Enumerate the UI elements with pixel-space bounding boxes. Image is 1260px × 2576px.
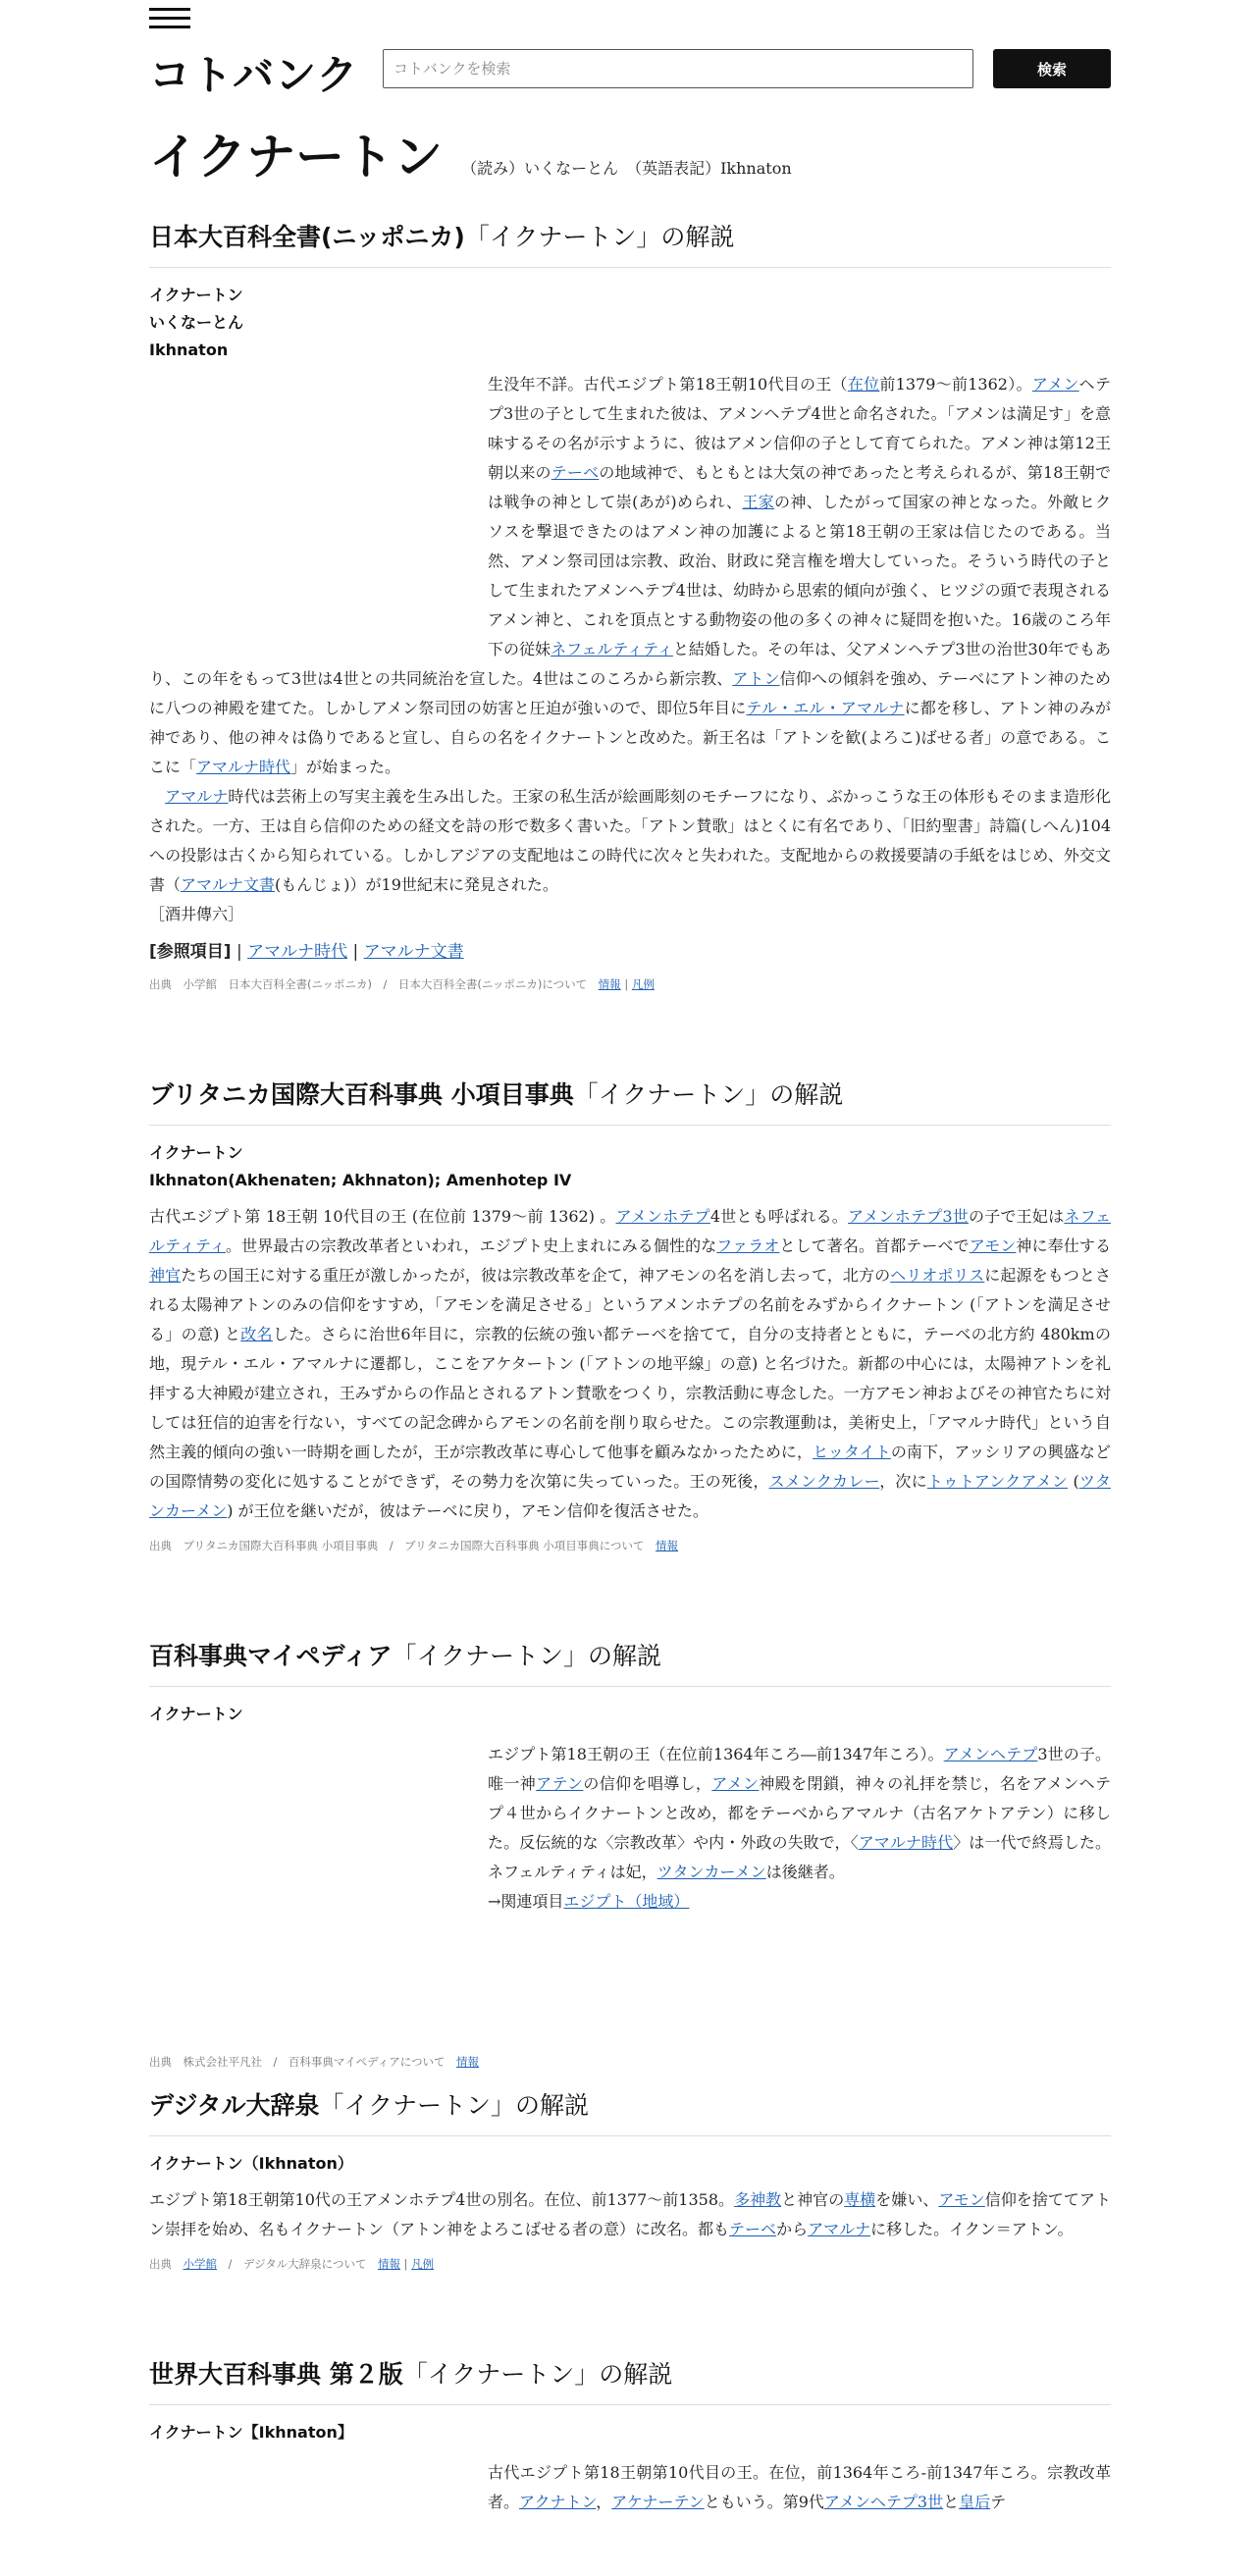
link-amen[interactable]: アメン bbox=[1031, 375, 1079, 394]
entry-body: 古代エジプト第 18王朝 10代目の王 (在位前 1379～前 1362) 。アメンホテプ4世とも呼ばれる。アメンホテプ3世の子で王妃はネフェルティティ。世界最古の宗教改革者といわれ，エジプト史上まれにみる個性的なファラオとして著名。首都テーベでアモン神に奉仕する神官たちの国王に対する重圧が激しかったが，彼は宗教改革を企て，神アモンの名を消し去って，北方のヘリオポリスに起源をもつとされる太陽神アトンのみの信仰をすすめ，「アモンを満足させる」というアメンホテプの名前をみずからイクナートン (「アトンを満足させる」の意) と改名した。さらに治世6年目に，宗教的伝統の強い都テーベを捨てて，自分の支持者とともに，テーベの北方約 480kmの地，現テル・エル・アマルナに遷都し，ここをアケタートン (「アトンの地平線」の意) と名づけた。新都の中心には，太陽神アトンを礼拝する大神殿が建立され，王みずからの作品とされるアトン賛歌をつくり，宗教活動に専念した。一方アモン神およびその神官たちに対しては狂信的迫害を行ない，すべての記念碑からアモンの名前を削り取らせた。この宗教運動は，美術史上，「アマルナ時代」という自然主義的傾向の強い一時期を画したが，王が宗教改革に専心して他事を顧みなかったために，ヒッタイトの南下，アッシリアの興盛などの国際情勢の変化に処することができず，その勢力を次第に失っていった。王の死後，スメンクカレー，次にトゥトアンクアメン (ツタンカーメン) が王位を継いだが，彼はテーベに戻り，アモン信仰を復活させた。 bbox=[149, 1207, 1111, 1520]
entry-reading: いくなーとん bbox=[149, 313, 244, 332]
source-info-link[interactable]: 情報 bbox=[377, 2257, 400, 2271]
entry-english: Ikhnaton bbox=[149, 341, 229, 359]
link-amenhotep-3[interactable]: アメンヘテプ3世 bbox=[823, 2493, 944, 2511]
menu-icon[interactable] bbox=[149, 8, 190, 29]
link-aten[interactable]: アテン bbox=[536, 1774, 584, 1793]
entry-body: エジプト第18王朝第10代の王アメンホテプ4世の別名。在位、前1377～前1358。多神教と神官の専横を嫌い、アモン信仰を捨ててアトン崇拝を始め、名もイクナートン（アトン神をよろこばせる者の意）に改名。都もテーベからアマルナに移した。イクン＝アトン。 bbox=[149, 2190, 1111, 2238]
entry-title: イクナートン bbox=[149, 1143, 243, 1162]
entry-title: イクナートン（Ikhnaton） bbox=[149, 2154, 353, 2173]
link-amarna-period[interactable]: アマルナ時代 bbox=[196, 758, 291, 776]
title-row bbox=[149, 118, 792, 188]
section-mypedia bbox=[149, 1637, 1111, 2070]
title-reading: （読み）いくなーとん （英語表記）Ikhnaton bbox=[461, 159, 792, 178]
link-amarna-letters[interactable]: アマルナ文書 bbox=[181, 875, 276, 894]
author-signature: ［酒井傳六］ bbox=[149, 905, 244, 923]
section-heading: ブリタニカ国際大百科事典 小項目事典「イクナートン」の解説 bbox=[149, 1076, 1111, 1126]
link-hittite[interactable]: ヒッタイト bbox=[813, 1443, 891, 1461]
ref-link-amarna-period[interactable]: アマルナ時代 bbox=[247, 942, 348, 962]
link-thebes[interactable]: テーベ bbox=[551, 463, 600, 482]
source-info-link[interactable]: 情報 bbox=[656, 1539, 679, 1552]
link-smenkhkare[interactable]: スメンクカレー bbox=[768, 1472, 880, 1491]
entry-title: イクナートン bbox=[149, 286, 243, 304]
link-tutankhamen[interactable]: ツタンカーメン bbox=[149, 1472, 1111, 1520]
link-rename[interactable]: 改名 bbox=[240, 1325, 273, 1343]
link-pharaoh[interactable]: ファラオ bbox=[716, 1236, 780, 1255]
source-publisher-link[interactable]: 小学館 bbox=[183, 2257, 217, 2271]
page-title: イクナートン bbox=[149, 129, 443, 185]
source-info-link[interactable]: 情報 bbox=[598, 977, 621, 991]
link-tell-el-amarna[interactable]: テル・エル・アマルナ bbox=[746, 699, 905, 717]
section-heading: 日本大百科全書(ニッポニカ)「イクナートン」の解説 bbox=[149, 218, 1111, 268]
entry-title: イクナートン【Ikhnaton】 bbox=[149, 2423, 353, 2442]
link-aton[interactable]: アトン bbox=[732, 669, 780, 688]
entry-body: 生没年不詳。古代エジプト第18王朝10代目の王（在位前1379～前1362）。アメンヘテプ3世の子として生まれた彼は、アメンヘテプ4世と命名された。「アメンは満足す」を意味するその名が示すように、彼はアメン信仰の子として育てられた。アメン神は第12王朝以来のテーベの地域神で、もともとは大気の神であったと考えられるが、第18王朝では戦争の神として崇(あが)められ、王家の神、したがって国家の神となった。外敵ヒクソスを撃退できたのはアメン神の加護によると第18王朝の王家は信じたのである。当然、アメン祭司団は宗教、政治、財政に発言権を増大していった。そういう時代の子として生まれたアメンヘテプ4世は、幼時から思索的傾向が強く、ヒツジの頭で表現されるアメン神と、これを頂点とする動物姿の他の多くの神々に疑問を抱いた。16歳のころ年下の従妹ネフェルティティと結婚した。その年は、父アメンヘテプ3世の治世30年でもあり、この年をもって3世は4世との共同統治を宣した。4世はこのころから新宗教、アトン信仰への傾斜を強め、テーベにアトン神のために八つの神殿を建てた。しかしアメン祭司団の妨害と圧迫が強いので、即位5年目にテル・エル・アマルナに都を移し、アトン神のみが神であり、他の神々は偽りであると宣し、自らの名をイクナートンと改めた。新王名は「アトンを歓(よろこ)ばせる者」の意である。ここに「アマルナ時代」が始まった。 アマルナ時代は芸術上の写実主義を生み出した。王家の私生活が絵画彫刻のモチーフになり、ぶかっこうな王の体形もそのまま造形化された。一方、王は自ら信仰のための経文を詩の形で数多く書いた。「アトン賛歌」はとくに有名であり、「旧約聖書」詩篇(しへん)104への投影は古くから知られている。しかしアジアの支配地はこの時代に次々と失われた。支配地からの救援要請の手紙をはじめ、外交文書（アマルナ文書(もんじょ)）が19世紀末に発見された。 bbox=[149, 375, 1111, 894]
link-amenhotep[interactable]: アメンヘテプ bbox=[943, 1745, 1038, 1763]
link-thebes[interactable]: テーベ bbox=[729, 2220, 777, 2238]
link-heliopolis[interactable]: ヘリオポリス bbox=[890, 1266, 985, 1285]
source-line: 出典 小学館 / デジタル大辞泉について 情報 | 凡例 bbox=[149, 2257, 435, 2271]
section-heibonsha-world bbox=[149, 2355, 1111, 2576]
link-zaii[interactable]: 在位 bbox=[847, 375, 880, 394]
source-legend-link[interactable]: 凡例 bbox=[411, 2257, 435, 2271]
link-tutankhamen[interactable]: ツタンカーメン bbox=[656, 1863, 766, 1881]
section-heading: デジタル大辞泉「イクナートン」の解説 bbox=[149, 2086, 1111, 2136]
link-akhnaton[interactable]: アクナトン bbox=[519, 2493, 597, 2511]
link-royal-family[interactable]: 王家 bbox=[742, 493, 775, 511]
link-amarna-period[interactable]: アマルナ時代 bbox=[858, 1833, 954, 1852]
link-amarna[interactable]: アマルナ bbox=[808, 2220, 871, 2238]
link-nefertiti[interactable]: ネフェルティティ bbox=[551, 640, 673, 658]
link-amenhotep[interactable]: アメンホテプ bbox=[615, 1207, 710, 1226]
link-akhenaten[interactable]: アケナーテン bbox=[611, 2493, 705, 2511]
entry-english: Ikhnaton(Akhenaten; Akhnaton); Amenhotep IV bbox=[149, 1171, 572, 1189]
link-egypt-region[interactable]: エジプト（地域） bbox=[563, 1892, 690, 1911]
source-legend-link[interactable]: 凡例 bbox=[631, 977, 655, 991]
entry-title: イクナートン bbox=[149, 1705, 243, 1723]
entry-body: エジプト第18王朝の王（在位前1364年ころ―前1347年ころ）。アメンヘテプ3世の子。唯一神アテンの信仰を唱導し，アメン神殿を閉鎖，神々の礼拝を禁じ，名をアメンヘテプ４世からイクナートンと改め，都をテーベからアマルナ（古名アケトアテン）に移した。反伝統的な〈宗教改革〉や内・外政の失敗で，〈アマルナ時代〉は一代で終焉した。ネフェルティティは妃，ツタンカーメンは後継者。 →関連項目エジプト（地域） bbox=[488, 1745, 1111, 1911]
link-amon[interactable]: アモン bbox=[938, 2190, 985, 2209]
ref-link-amarna-letters[interactable]: アマルナ文書 bbox=[363, 942, 464, 962]
source-line: 出典 株式会社平凡社 / 百科事典マイペディアについて 情報 bbox=[149, 2055, 479, 2069]
link-nefertiti[interactable]: ネフェルティティ bbox=[149, 1207, 1111, 1255]
search-button[interactable]: 検索 bbox=[993, 49, 1111, 88]
source-line: 出典 小学館 日本大百科全書(ニッポニカ) / 日本大百科全書(ニッポニカ)について 情報 | 凡例 bbox=[149, 977, 655, 991]
link-priest[interactable]: 神官 bbox=[149, 1266, 182, 1285]
section-heading: 世界大百科事典 第２版「イクナートン」の解説 bbox=[149, 2355, 1111, 2405]
link-amenhotep-3[interactable]: アメンホテプ3世 bbox=[848, 1207, 970, 1226]
section-heading: 百科事典マイペディア「イクナートン」の解説 bbox=[149, 1637, 1111, 1687]
link-amen[interactable]: アメン bbox=[711, 1774, 760, 1793]
section-britannica bbox=[149, 1076, 1111, 1553]
entry-body: 古代エジプト第18王朝第10代目の王。在位，前1364年ころ‐前1347年ころ。宗教改革者。アクナトン，アケナーテンともいう。第9代アメンヘテプ3世と皇后テ bbox=[488, 2463, 1111, 2511]
source-line: 出典 ブリタニカ国際大百科事典 小項目事典 / ブリタニカ国際大百科事典 小項目事典について 情報 bbox=[149, 1539, 679, 1552]
site-logo[interactable]: コトバンク bbox=[149, 51, 359, 99]
link-polytheism[interactable]: 多神教 bbox=[734, 2190, 782, 2209]
link-tyranny[interactable]: 専横 bbox=[844, 2190, 876, 2209]
link-tutankhamun[interactable]: トゥトアンクアメン bbox=[926, 1472, 1069, 1491]
link-empress[interactable]: 皇后 bbox=[959, 2493, 991, 2511]
section-daijisen bbox=[149, 2086, 1111, 2272]
source-info-link[interactable]: 情報 bbox=[456, 2055, 479, 2069]
reference-items: [参照項目] | アマルナ時代 | アマルナ文書 bbox=[149, 942, 464, 962]
link-amon[interactable]: アモン bbox=[969, 1236, 1017, 1255]
search-input[interactable] bbox=[383, 49, 973, 88]
section-nipponica bbox=[149, 218, 1111, 992]
link-amarna[interactable]: アマルナ bbox=[165, 787, 229, 806]
